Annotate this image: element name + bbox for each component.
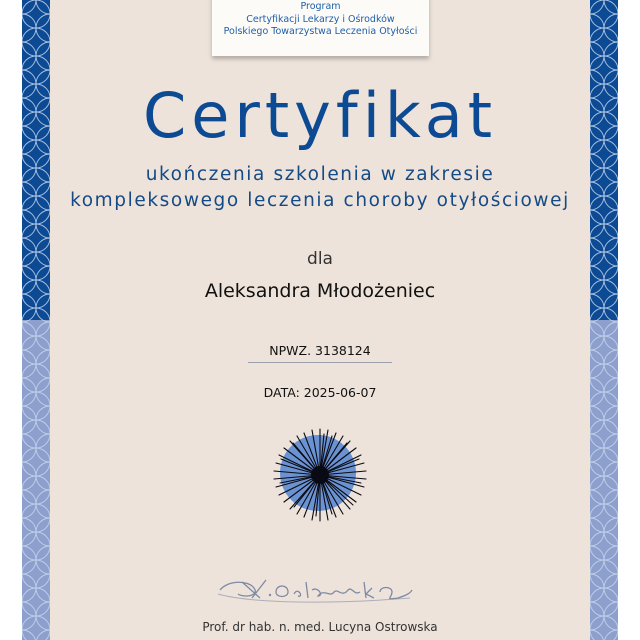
signature-image bbox=[214, 568, 414, 608]
certificate-subtitle bbox=[0, 162, 640, 214]
subtitle-line-2: kompleksowego leczenia choroby otyłościowej bbox=[70, 190, 570, 211]
certificate-title: Certyfikat bbox=[142, 79, 498, 152]
program-header-card bbox=[212, 0, 429, 56]
starburst-emblem-icon bbox=[270, 425, 370, 525]
subtitle-line-1: ukończenia szkolenia w zakresie bbox=[145, 164, 495, 185]
npwz-number: NPWZ. 3138124 bbox=[248, 343, 392, 363]
for-label: dla bbox=[307, 249, 333, 269]
signer-name: Prof. dr hab. n. med. Lucyna Ostrowska bbox=[202, 620, 438, 634]
issue-date: DATA: 2025-06-07 bbox=[263, 385, 377, 400]
program-line-2: Certyfikacji Lekarzy i Ośrodków bbox=[246, 13, 395, 25]
recipient-name: Aleksandra Młodożeniec bbox=[204, 280, 436, 302]
program-line-1: Program bbox=[300, 1, 341, 12]
program-line-3: Polskiego Towarzystwa Leczenia Otyłości bbox=[223, 26, 418, 37]
